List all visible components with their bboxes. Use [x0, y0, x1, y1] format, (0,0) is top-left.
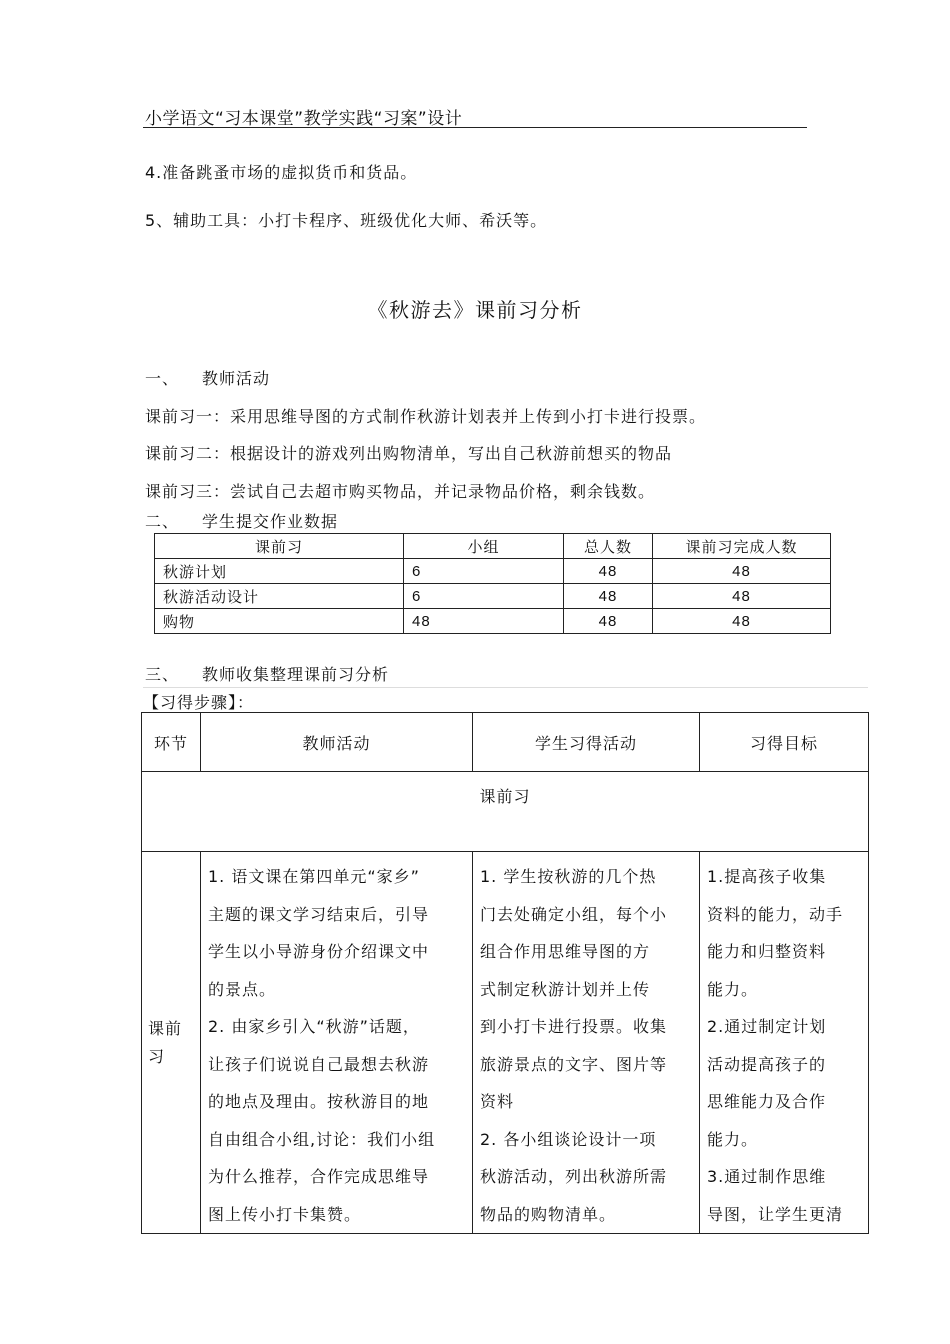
teacher-line: 让孩子们说说自己最想去秋游	[208, 1054, 430, 1074]
goal-line: 导图，让学生更清	[707, 1204, 844, 1224]
student-line: 门去处确定小组，每个小	[480, 904, 668, 924]
teacher-line: 的地点及理由。按秋游目的地	[208, 1092, 430, 1111]
stage-cell	[142, 852, 201, 1234]
goal-line: 能力。	[707, 979, 759, 999]
stage-line: 习	[148, 1046, 166, 1066]
student-line: 1. 学生按秋游的几个热	[480, 867, 657, 886]
student-line: 组合作用思维导图的方	[480, 942, 651, 961]
student-line: 物品的购物清单。	[480, 1204, 617, 1224]
steps-header-cell: 教师活动	[201, 713, 473, 772]
student-line: 秋游活动，列出秋游所需	[480, 1167, 668, 1186]
section3-heading	[145, 662, 389, 685]
student-line: 2. 各小组谈论设计一项	[480, 1129, 657, 1149]
goal-line: 2.通过制定计划	[707, 1017, 827, 1036]
steps-label: 【习得步骤】：	[143, 687, 868, 713]
teacher-line: 学生以小导游身份介绍课文中	[208, 942, 430, 961]
table-cell: 48	[404, 609, 564, 634]
table-cell: 秋游活动设计	[155, 584, 404, 609]
teacher-line: 2. 由家乡引入“秋游”话题，	[208, 1017, 420, 1036]
goal-line: 能力和归整资料	[707, 942, 827, 961]
goal-line: 1.提高孩子收集	[707, 867, 827, 886]
prep-item-4: 4.准备跳蚤市场的虚拟货币和货品。	[145, 163, 418, 182]
table-header-cell: 总人数	[564, 534, 653, 559]
document-title: 《秋游去》课前习分析	[367, 298, 583, 322]
section1-heading	[145, 366, 270, 389]
teacher-line: 1. 语文课在第四单元“家乡”	[208, 867, 420, 886]
section2-num: 二、	[145, 512, 180, 531]
goal-line: 能力。	[707, 1129, 759, 1149]
homework-data-table	[154, 533, 831, 634]
goal-line: 活动提高孩子的	[707, 1054, 827, 1074]
section1-line-1: 课前习一：采用思维导图的方式制作秋游计划表并上传到小打卡进行投票。	[145, 407, 707, 426]
table-header-cell: 课前习	[155, 534, 404, 559]
phase-label: 课前习	[142, 772, 869, 852]
table-row	[155, 584, 831, 609]
section2-title: 学生提交作业数据	[202, 512, 339, 531]
steps-phase-row	[142, 772, 869, 852]
steps-header-row	[142, 713, 869, 772]
student-line: 到小打卡进行投票。收集	[480, 1017, 668, 1036]
goal-line: 资料的能力，动手	[707, 904, 844, 924]
table-header-row	[155, 534, 831, 559]
section3-title: 教师收集整理课前习分析	[202, 665, 390, 684]
prep-item-5: 5、辅助工具：小打卡程序、班级优化大师、希沃等。	[145, 211, 548, 230]
table-cell: 48	[564, 584, 653, 609]
section3-num: 三、	[145, 665, 180, 684]
table-header-cell: 小组	[404, 534, 564, 559]
section1-line-2: 课前习二：根据设计的游戏列出购物清单，写出自己秋游前想买的物品	[145, 444, 673, 463]
table-cell: 48	[653, 609, 831, 634]
learning-steps-table	[141, 712, 869, 1234]
teacher-line: 主题的课文学习结束后，引导	[208, 904, 430, 924]
table-cell: 6	[404, 584, 564, 609]
student-line: 式制定秋游计划并上传	[480, 979, 651, 999]
steps-header-cell: 学生习得活动	[473, 713, 700, 772]
table-row	[155, 559, 831, 584]
steps-header-cell: 环节	[142, 713, 201, 772]
teacher-line: 的景点。	[208, 979, 277, 999]
teacher-line: 自由组合小组,讨论：我们小组	[208, 1129, 436, 1149]
teacher-line: 图上传小打卡集赞。	[208, 1204, 362, 1224]
table-cell: 6	[404, 559, 564, 584]
header-rule	[143, 127, 807, 128]
table-row	[155, 609, 831, 634]
table-cell: 购物	[155, 609, 404, 634]
table-header-cell: 课前习完成人数	[653, 534, 831, 559]
section1-line-3: 课前习三：尝试自己去超市购买物品，并记录物品价格，剩余钱数。	[145, 482, 656, 501]
steps-content-row	[142, 852, 869, 1234]
stage-line: 课前	[148, 1018, 183, 1038]
teacher-activity-cell	[201, 852, 473, 1234]
student-line: 旅游景点的文字、图片等	[480, 1054, 668, 1074]
table-cell: 秋游计划	[155, 559, 404, 584]
section1-num: 一、	[145, 369, 180, 388]
table-cell: 48	[653, 584, 831, 609]
steps-header-cell: 习得目标	[700, 713, 869, 772]
section1-title: 教师活动	[202, 369, 271, 388]
section2-heading	[145, 509, 338, 532]
header-title: 小学语文“习本课堂”教学实践“习案”设计	[145, 109, 463, 129]
student-line: 资料	[480, 1092, 515, 1111]
goal-line: 3.通过制作思维	[707, 1167, 827, 1186]
goal-line: 思维能力及合作	[707, 1092, 827, 1111]
student-activity-cell	[473, 852, 700, 1234]
learning-goal-cell	[700, 852, 869, 1234]
table-cell: 48	[564, 559, 653, 584]
table-cell: 48	[564, 609, 653, 634]
table-cell: 48	[653, 559, 831, 584]
teacher-line: 为什么推荐，合作完成思维导	[208, 1167, 430, 1186]
